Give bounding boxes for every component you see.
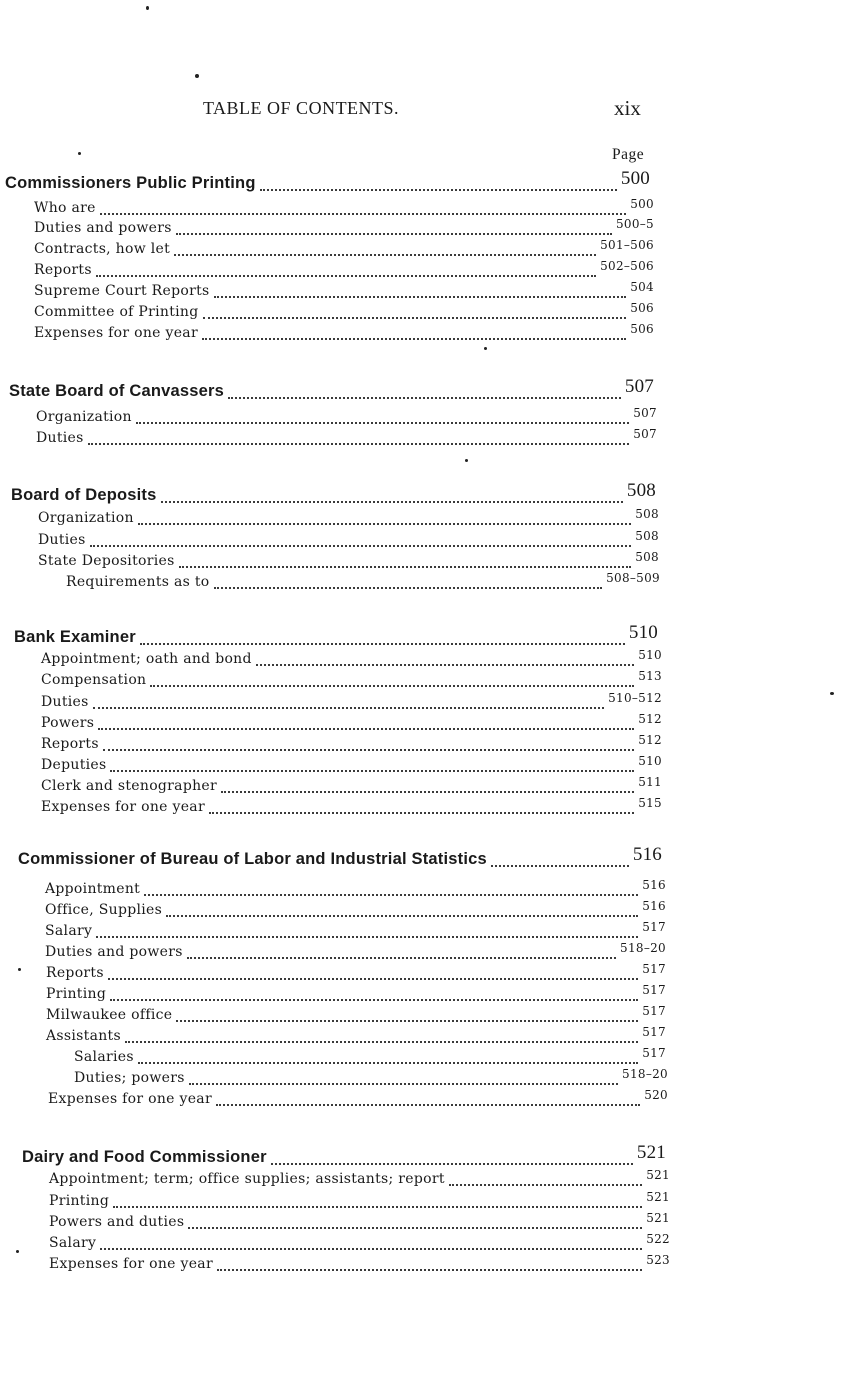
toc-entry[interactable] xyxy=(34,322,654,345)
dot-leader xyxy=(189,1083,618,1085)
dot-leader xyxy=(144,894,638,896)
entry-label: Supreme Court Reports xyxy=(34,283,210,299)
section-page: 507 xyxy=(624,376,654,397)
scan-speck xyxy=(465,459,468,462)
entry-page: 507 xyxy=(633,406,657,420)
entry-label: Deputies xyxy=(41,757,107,773)
header-title: TABLE OF CONTENTS. xyxy=(203,98,400,118)
toc-entry[interactable] xyxy=(66,571,660,594)
toc-entry[interactable] xyxy=(41,691,662,714)
dot-leader xyxy=(202,338,626,340)
dot-leader xyxy=(449,1184,642,1186)
scan-speck xyxy=(18,968,21,971)
dot-leader xyxy=(138,523,631,525)
entry-page: 520 xyxy=(644,1088,668,1102)
entry-page: 517 xyxy=(642,1025,666,1039)
entry-label: Printing xyxy=(46,986,107,1002)
dot-leader xyxy=(96,275,596,277)
entry-page: 517 xyxy=(642,1004,666,1018)
toc-entry[interactable] xyxy=(49,1253,670,1276)
toc-entry[interactable] xyxy=(41,648,662,671)
entry-page: 523 xyxy=(646,1253,670,1267)
entry-label: Organization xyxy=(38,510,134,526)
toc-entry[interactable] xyxy=(45,878,666,901)
section-page: 500 xyxy=(620,168,650,189)
scan-speck xyxy=(484,347,487,350)
toc-section-heading[interactable] xyxy=(5,168,650,196)
entry-page: 501–506 xyxy=(600,238,654,252)
entry-label: Appointment; term; office supplies; assistants; report xyxy=(49,1171,445,1187)
entry-label: Expenses for one year xyxy=(49,1256,213,1272)
entry-page: 508 xyxy=(635,529,659,543)
entry-page: 521 xyxy=(646,1211,670,1225)
dot-leader xyxy=(140,643,625,645)
entry-label: Printing xyxy=(49,1193,110,1209)
dot-leader xyxy=(100,1248,642,1250)
entry-label: Reports xyxy=(34,262,92,278)
dot-leader xyxy=(176,1020,638,1022)
entry-page: 511 xyxy=(638,775,662,789)
toc-entry[interactable] xyxy=(41,733,662,756)
dot-leader xyxy=(176,233,612,235)
scan-speck xyxy=(146,6,149,10)
toc-entry[interactable] xyxy=(34,197,654,220)
entry-label: Requirements as to xyxy=(66,574,210,590)
dot-leader xyxy=(187,957,616,959)
dot-leader xyxy=(103,749,634,751)
entry-label: Office, Supplies xyxy=(45,902,163,918)
entry-label: Duties and powers xyxy=(45,944,183,960)
dot-leader xyxy=(217,1269,642,1271)
dot-leader xyxy=(203,317,627,319)
entry-label: Appointment; oath and bond xyxy=(41,651,252,667)
entry-label: Clerk and stenographer xyxy=(41,778,217,794)
dot-leader xyxy=(491,865,629,867)
scan-speck xyxy=(16,1250,19,1253)
toc-entry[interactable] xyxy=(41,775,662,798)
dot-leader xyxy=(174,254,596,256)
dot-leader xyxy=(179,566,632,568)
toc-entry[interactable] xyxy=(34,238,654,261)
toc-entry[interactable] xyxy=(38,529,659,552)
entry-label: Who are xyxy=(34,200,96,216)
entry-page: 517 xyxy=(642,1046,666,1060)
dot-leader xyxy=(214,296,627,298)
entry-label: Organization xyxy=(36,409,132,425)
toc-entry[interactable] xyxy=(41,796,662,819)
section-page: 510 xyxy=(628,622,658,643)
header-page-number: xix xyxy=(614,96,641,120)
dot-leader xyxy=(125,1041,638,1043)
section-title: Commissioners Public Printing xyxy=(5,174,256,192)
toc-entry[interactable] xyxy=(49,1190,670,1213)
scan-speck xyxy=(830,692,834,695)
entry-page: 502–506 xyxy=(600,259,654,273)
toc-section-heading[interactable] xyxy=(18,844,662,872)
entry-page: 518–20 xyxy=(622,1067,668,1081)
entry-page: 516 xyxy=(642,899,666,913)
toc-section-heading[interactable] xyxy=(14,622,658,650)
dot-leader xyxy=(256,664,634,666)
toc-entry[interactable] xyxy=(49,1211,670,1234)
toc-entry[interactable] xyxy=(36,427,657,450)
toc-entry[interactable] xyxy=(34,280,654,303)
dot-leader xyxy=(228,397,621,399)
entry-page: 516 xyxy=(642,878,666,892)
dot-leader xyxy=(260,189,617,191)
toc-entry[interactable] xyxy=(45,899,666,922)
entry-label: Expenses for one year xyxy=(41,799,205,815)
entry-page: 510 xyxy=(638,754,662,768)
toc-section-heading[interactable] xyxy=(11,480,656,508)
toc-entry[interactable] xyxy=(38,507,659,530)
toc-entry[interactable] xyxy=(48,1088,668,1111)
section-page: 521 xyxy=(636,1142,666,1163)
entry-label: Appointment xyxy=(45,881,141,897)
toc-entry[interactable] xyxy=(38,550,659,573)
entry-page: 508–509 xyxy=(606,571,660,585)
entry-label: Duties xyxy=(38,532,86,548)
entry-page: 508 xyxy=(635,507,659,521)
page-column-label: Page xyxy=(612,146,645,163)
dot-leader xyxy=(100,213,626,215)
entry-page: 512 xyxy=(638,733,662,747)
entry-label: Salary xyxy=(45,923,93,939)
toc-entry[interactable] xyxy=(41,754,662,777)
entry-label: Committee of Printing xyxy=(34,304,199,320)
entry-page: 517 xyxy=(642,920,666,934)
toc-entry[interactable] xyxy=(45,941,666,964)
section-title: Board of Deposits xyxy=(11,486,157,504)
entry-label: Powers xyxy=(41,715,95,731)
dot-leader xyxy=(113,1206,642,1208)
entry-label: Reports xyxy=(41,736,99,752)
entry-page: 510–512 xyxy=(608,691,662,705)
toc-section-heading[interactable] xyxy=(9,376,654,404)
dot-leader xyxy=(209,812,634,814)
section-title: Dairy and Food Commissioner xyxy=(22,1148,267,1166)
dot-leader xyxy=(166,915,638,917)
section-title: Commissioner of Bureau of Labor and Industrial Statistics xyxy=(18,850,487,868)
scan-speck xyxy=(195,74,199,78)
entry-label: Contracts, how let xyxy=(34,241,171,257)
entry-label: State Depositories xyxy=(38,553,175,569)
toc-entry[interactable] xyxy=(49,1168,670,1191)
entry-page: 508 xyxy=(635,550,659,564)
entry-page: 500–5 xyxy=(615,217,654,231)
dot-leader xyxy=(138,1062,638,1064)
entry-label: Duties xyxy=(41,694,89,710)
toc-entry[interactable] xyxy=(46,983,666,1006)
entry-label: Powers and duties xyxy=(49,1214,185,1230)
entry-page: 504 xyxy=(630,280,654,294)
toc-entry[interactable] xyxy=(34,259,654,282)
toc-entry[interactable] xyxy=(74,1046,666,1069)
section-title: State Board of Canvassers xyxy=(9,382,224,400)
entry-label: Salaries xyxy=(74,1049,134,1065)
entry-page: 517 xyxy=(642,983,666,997)
entry-page: 521 xyxy=(646,1168,670,1182)
toc-entry[interactable] xyxy=(49,1232,670,1255)
dot-leader xyxy=(221,791,634,793)
entry-page: 515 xyxy=(638,796,662,810)
entry-label: Reports xyxy=(46,965,104,981)
toc-entry[interactable] xyxy=(46,1004,666,1027)
entry-page: 510 xyxy=(638,648,662,662)
entry-page: 517 xyxy=(642,962,666,976)
dot-leader xyxy=(88,443,630,445)
entry-label: Duties; powers xyxy=(74,1070,185,1086)
toc-entry[interactable] xyxy=(41,712,662,735)
dot-leader xyxy=(136,422,629,424)
toc-entry[interactable] xyxy=(34,217,654,240)
entry-label: Duties and powers xyxy=(34,220,172,236)
entry-label: Compensation xyxy=(41,672,147,688)
toc-section-heading[interactable] xyxy=(22,1142,666,1170)
dot-leader xyxy=(110,999,638,1001)
toc-entry[interactable] xyxy=(46,1025,666,1048)
toc-entry[interactable] xyxy=(46,962,666,985)
entry-page: 518–20 xyxy=(620,941,666,955)
entry-label: Expenses for one year xyxy=(34,325,198,341)
section-page: 516 xyxy=(632,844,662,865)
toc-entry[interactable] xyxy=(36,406,657,429)
entry-label: Assistants xyxy=(46,1028,121,1044)
dot-leader xyxy=(98,728,634,730)
dot-leader xyxy=(150,685,634,687)
dot-leader xyxy=(110,770,634,772)
entry-page: 522 xyxy=(646,1232,670,1246)
dot-leader xyxy=(214,587,603,589)
toc-entry[interactable] xyxy=(34,301,654,324)
entry-label: Milwaukee office xyxy=(46,1007,173,1023)
dot-leader xyxy=(108,978,638,980)
entry-label: Expenses for one year xyxy=(48,1091,212,1107)
dot-leader xyxy=(216,1104,640,1106)
entry-label: Duties xyxy=(36,430,84,446)
toc-entry[interactable] xyxy=(74,1067,668,1090)
toc-entry[interactable] xyxy=(45,920,666,943)
entry-page: 521 xyxy=(646,1190,670,1204)
scan-speck xyxy=(78,152,81,155)
dot-leader xyxy=(90,545,632,547)
entry-label: Salary xyxy=(49,1235,97,1251)
dot-leader xyxy=(161,501,623,503)
entry-page: 506 xyxy=(630,322,654,336)
dot-leader xyxy=(271,1163,633,1165)
entry-page: 500 xyxy=(630,197,654,211)
section-page: 508 xyxy=(626,480,656,501)
dot-leader xyxy=(188,1227,642,1229)
entry-page: 513 xyxy=(638,669,662,683)
section-title: Bank Examiner xyxy=(14,628,136,646)
toc-entry[interactable] xyxy=(41,669,662,692)
dot-leader xyxy=(93,707,604,709)
entry-page: 506 xyxy=(630,301,654,315)
dot-leader xyxy=(96,936,638,938)
entry-page: 507 xyxy=(633,427,657,441)
entry-page: 512 xyxy=(638,712,662,726)
